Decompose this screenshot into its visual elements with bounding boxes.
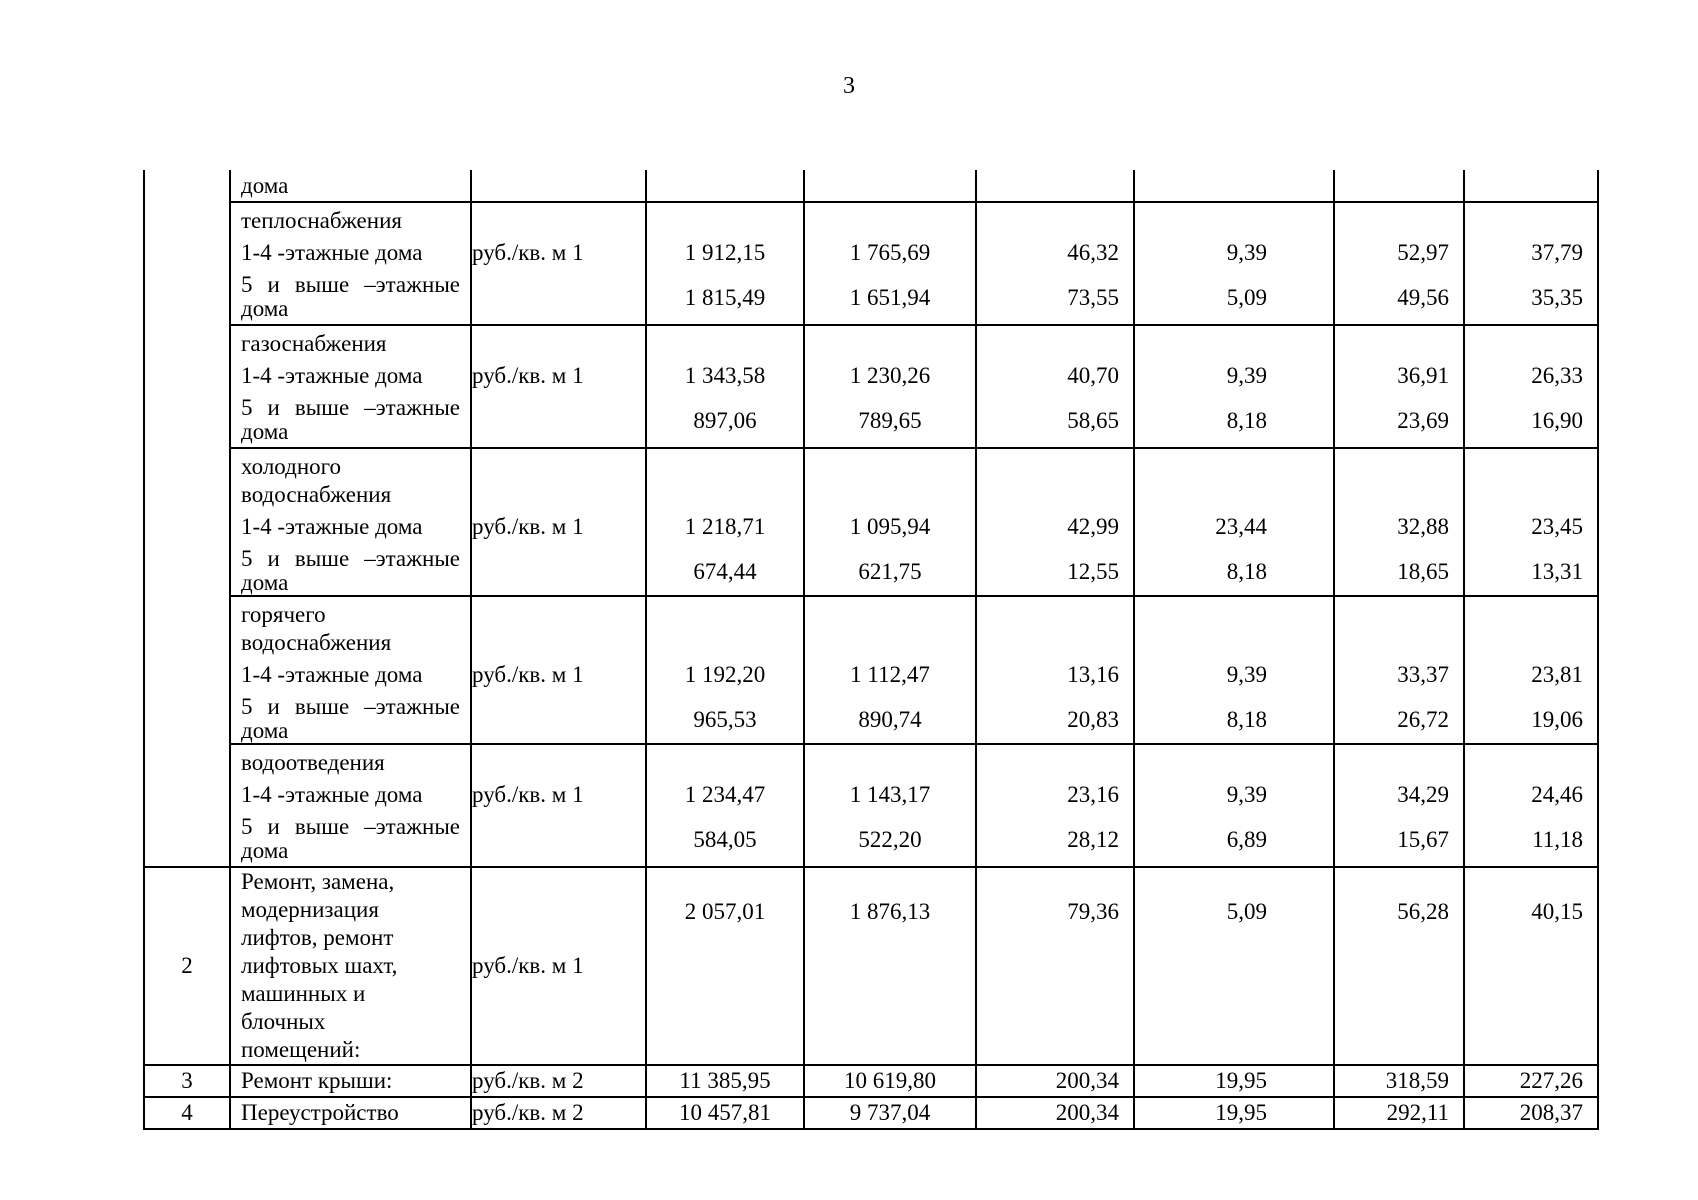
service-title: газоснабжения: [241, 331, 387, 356]
value-floors-5-plus: 584,05: [693, 827, 757, 852]
table-row: [144, 867, 1598, 1065]
value-floors-1-4: 1 343,58: [684, 363, 766, 388]
value-floors-5-plus: 522,20: [858, 827, 922, 852]
value-floors-1-4: 1 192,20: [684, 662, 766, 687]
value-cell: [646, 596, 804, 744]
value-cell: 79,36: [976, 867, 1134, 1065]
floors-5-plus-label-cont: дома: [241, 296, 289, 321]
unit-cell: руб./кв. м 1: [471, 596, 646, 744]
value-cell: [976, 325, 1134, 448]
page-number: 3: [843, 73, 855, 99]
value-floors-5-plus: 49,56: [1397, 285, 1449, 310]
value-floors-1-4: 1 095,94: [849, 514, 931, 539]
value-cell: [1334, 325, 1464, 448]
value-cell: 200,34: [976, 1065, 1134, 1097]
value-floors-5-plus: 35,35: [1531, 285, 1583, 310]
cost-table: [143, 170, 1599, 1130]
value-empty: [1134, 170, 1334, 202]
value-floors-1-4: 9,39: [1226, 782, 1267, 807]
row-name: [230, 325, 471, 448]
floors-1-4-label: 1-4 -этажные дома: [241, 662, 423, 687]
value-cell: 208,37: [1464, 1097, 1598, 1129]
value-cell: [804, 448, 976, 596]
value-cell: [804, 596, 976, 744]
unit-cell: руб./кв. м 1: [471, 202, 646, 325]
value-cell: 10 619,80: [804, 1065, 976, 1097]
row-number-empty: [144, 170, 230, 867]
value-floors-1-4: 1 912,15: [684, 240, 766, 265]
value-cell: [804, 325, 976, 448]
value-floors-1-4: 1 218,71: [684, 514, 766, 539]
value-floors-5-plus: 890,74: [858, 707, 922, 732]
value-cell: [646, 202, 804, 325]
value-floors-5-plus: 20,83: [1067, 707, 1119, 732]
value-floors-1-4: 34,29: [1397, 782, 1449, 807]
row-name: Ремонт крыши:: [230, 1065, 471, 1097]
value-floors-5-plus: 6,89: [1226, 827, 1267, 852]
value-floors-1-4: 46,32: [1067, 240, 1119, 265]
value-cell: [976, 202, 1134, 325]
value-cell: [646, 448, 804, 596]
value-floors-5-plus: 13,31: [1531, 559, 1583, 584]
table-row: [144, 325, 1598, 448]
value-cell: [1464, 325, 1598, 448]
floors-1-4-label: 1-4 -этажные дома: [241, 363, 423, 388]
value-empty: [804, 170, 976, 202]
value-floors-5-plus: 897,06: [693, 408, 757, 433]
row-number: 4: [144, 1097, 230, 1129]
row-name: [230, 744, 471, 867]
value-cell: [646, 325, 804, 448]
value-cell: [1334, 202, 1464, 325]
table-row: [144, 448, 1598, 596]
row-name: дома: [230, 170, 471, 202]
value-floors-5-plus: 674,44: [693, 559, 757, 584]
floors-1-4-label: 1-4 -этажные дома: [241, 514, 423, 539]
value-cell: [1134, 325, 1334, 448]
floors-5-plus-label: 5 и выше –этажные: [241, 395, 460, 420]
value-floors-1-4: 36,91: [1397, 363, 1449, 388]
value-floors-5-plus: 1 651,94: [849, 285, 931, 310]
value-floors-1-4: 24,46: [1531, 782, 1583, 807]
value-floors-5-plus: 58,65: [1067, 408, 1119, 433]
value-cell: 40,15: [1464, 867, 1598, 1065]
value-floors-1-4: 52,97: [1397, 240, 1449, 265]
unit-cell: руб./кв. м 2: [471, 1065, 646, 1097]
floors-5-plus-label: 5 и выше –этажные: [241, 694, 460, 719]
value-cell: 200,34: [976, 1097, 1134, 1129]
value-floors-1-4: 1 765,69: [849, 240, 931, 265]
row-name: [230, 448, 471, 596]
floors-5-plus-label-cont: дома: [241, 419, 289, 444]
value-floors-1-4: 23,16: [1067, 782, 1119, 807]
value-empty: [1464, 170, 1598, 202]
row-name: Переустройство: [230, 1097, 471, 1129]
row-number: 3: [144, 1065, 230, 1097]
value-floors-5-plus: 23,69: [1397, 408, 1449, 433]
value-floors-5-plus: 16,90: [1531, 408, 1583, 433]
value-cell: [1134, 744, 1334, 867]
value-cell: [804, 202, 976, 325]
value-floors-5-plus: 1 815,49: [684, 285, 766, 310]
value-floors-1-4: 32,88: [1397, 514, 1449, 539]
value-cell: [1334, 448, 1464, 596]
value-cell: 9 737,04: [804, 1097, 976, 1129]
floors-5-plus-label-cont: дома: [241, 718, 289, 743]
floors-5-plus-label-cont: дома: [241, 570, 289, 595]
value-cell: 2 057,01: [646, 867, 804, 1065]
table-row: [144, 170, 1598, 202]
value-empty: [976, 170, 1134, 202]
value-floors-1-4: 1 143,17: [849, 782, 931, 807]
value-floors-5-plus: 28,12: [1067, 827, 1119, 852]
value-cell: 19,95: [1134, 1065, 1334, 1097]
value-cell: [1464, 596, 1598, 744]
value-cell: [1134, 448, 1334, 596]
row-number: 2: [144, 867, 230, 1065]
table-row: [144, 744, 1598, 867]
value-floors-1-4: 26,33: [1531, 363, 1583, 388]
value-cell: 11 385,95: [646, 1065, 804, 1097]
value-floors-1-4: 23,45: [1531, 514, 1583, 539]
value-empty: [646, 170, 804, 202]
value-cell: 5,09: [1134, 867, 1334, 1065]
value-floors-1-4: 23,81: [1531, 662, 1583, 687]
floors-5-plus-label-cont: дома: [241, 838, 289, 863]
table-row: [144, 1065, 1598, 1097]
value-floors-5-plus: 8,18: [1226, 408, 1267, 433]
value-floors-5-plus: 965,53: [693, 707, 757, 732]
value-floors-5-plus: 18,65: [1397, 559, 1449, 584]
value-floors-5-plus: 12,55: [1067, 559, 1119, 584]
value-floors-5-plus: 19,06: [1531, 707, 1583, 732]
value-cell: [976, 596, 1134, 744]
table-row: [144, 596, 1598, 744]
value-cell: [1464, 202, 1598, 325]
floors-5-plus-label: 5 и выше –этажные: [241, 814, 460, 839]
value-floors-1-4: 9,39: [1226, 363, 1267, 388]
unit-cell: руб./кв. м 1: [471, 744, 646, 867]
value-cell: [1464, 448, 1598, 596]
value-floors-5-plus: 11,18: [1532, 827, 1583, 852]
table-row: [144, 202, 1598, 325]
value-cell: 318,59: [1334, 1065, 1464, 1097]
value-cell: [976, 744, 1134, 867]
service-title: водоснабжения: [241, 482, 392, 507]
value-floors-5-plus: 8,18: [1226, 707, 1267, 732]
unit-cell: руб./кв. м 1: [471, 448, 646, 596]
value-floors-1-4: 42,99: [1067, 514, 1119, 539]
floors-5-plus-label: 5 и выше –этажные: [241, 272, 460, 297]
value-floors-1-4: 9,39: [1226, 240, 1267, 265]
value-floors-5-plus: 26,72: [1397, 707, 1449, 732]
unit-empty: [471, 170, 646, 202]
row-name: Ремонт, замена, модернизация лифтов, ремонт лифтовых шахт, машинных и блочных помещений:: [230, 867, 471, 1065]
value-cell: 56,28: [1334, 867, 1464, 1065]
floors-1-4-label: 1-4 -этажные дома: [241, 240, 423, 265]
value-cell: 292,11: [1334, 1097, 1464, 1129]
value-cell: [1334, 744, 1464, 867]
value-floors-1-4: 40,70: [1067, 363, 1119, 388]
value-floors-1-4: 9,39: [1226, 662, 1267, 687]
value-cell: 1 876,13: [804, 867, 976, 1065]
value-cell: [804, 744, 976, 867]
table-row: [144, 1097, 1598, 1129]
value-floors-1-4: 33,37: [1397, 662, 1449, 687]
value-floors-1-4: 23,44: [1215, 514, 1267, 539]
value-floors-5-plus: 15,67: [1397, 827, 1449, 852]
unit-cell: руб./кв. м 1: [471, 867, 646, 1065]
value-floors-5-plus: 621,75: [858, 559, 922, 584]
value-cell: 227,26: [1464, 1065, 1598, 1097]
value-cell: [1464, 744, 1598, 867]
value-cell: [1134, 596, 1334, 744]
service-title: водоотведения: [241, 750, 385, 775]
value-cell: 19,95: [1134, 1097, 1334, 1129]
row-name: [230, 596, 471, 744]
floors-1-4-label: 1-4 -этажные дома: [241, 782, 423, 807]
unit-cell: руб./кв. м 1: [471, 325, 646, 448]
service-title: теплоснабжения: [241, 208, 402, 233]
row-name: [230, 202, 471, 325]
service-title: холодного: [241, 454, 342, 479]
value-floors-1-4: 13,16: [1067, 662, 1119, 687]
value-cell: [1334, 596, 1464, 744]
value-empty: [1334, 170, 1464, 202]
value-floors-5-plus: 789,65: [858, 408, 922, 433]
value-floors-1-4: 1 230,26: [849, 363, 931, 388]
value-cell: 10 457,81: [646, 1097, 804, 1129]
value-floors-5-plus: 5,09: [1226, 285, 1267, 310]
table-body: [144, 170, 1598, 1129]
value-floors-5-plus: 73,55: [1067, 285, 1119, 310]
service-title: водоснабжения: [241, 630, 392, 655]
value-floors-1-4: 1 234,47: [684, 782, 766, 807]
value-floors-1-4: 1 112,47: [850, 662, 930, 687]
value-cell: [646, 744, 804, 867]
value-floors-5-plus: 8,18: [1226, 559, 1267, 584]
value-floors-1-4: 37,79: [1531, 240, 1583, 265]
unit-cell: руб./кв. м 2: [471, 1097, 646, 1129]
service-title: горячего: [241, 602, 326, 627]
floors-5-plus-label: 5 и выше –этажные: [241, 546, 460, 571]
value-cell: [976, 448, 1134, 596]
value-cell: [1134, 202, 1334, 325]
